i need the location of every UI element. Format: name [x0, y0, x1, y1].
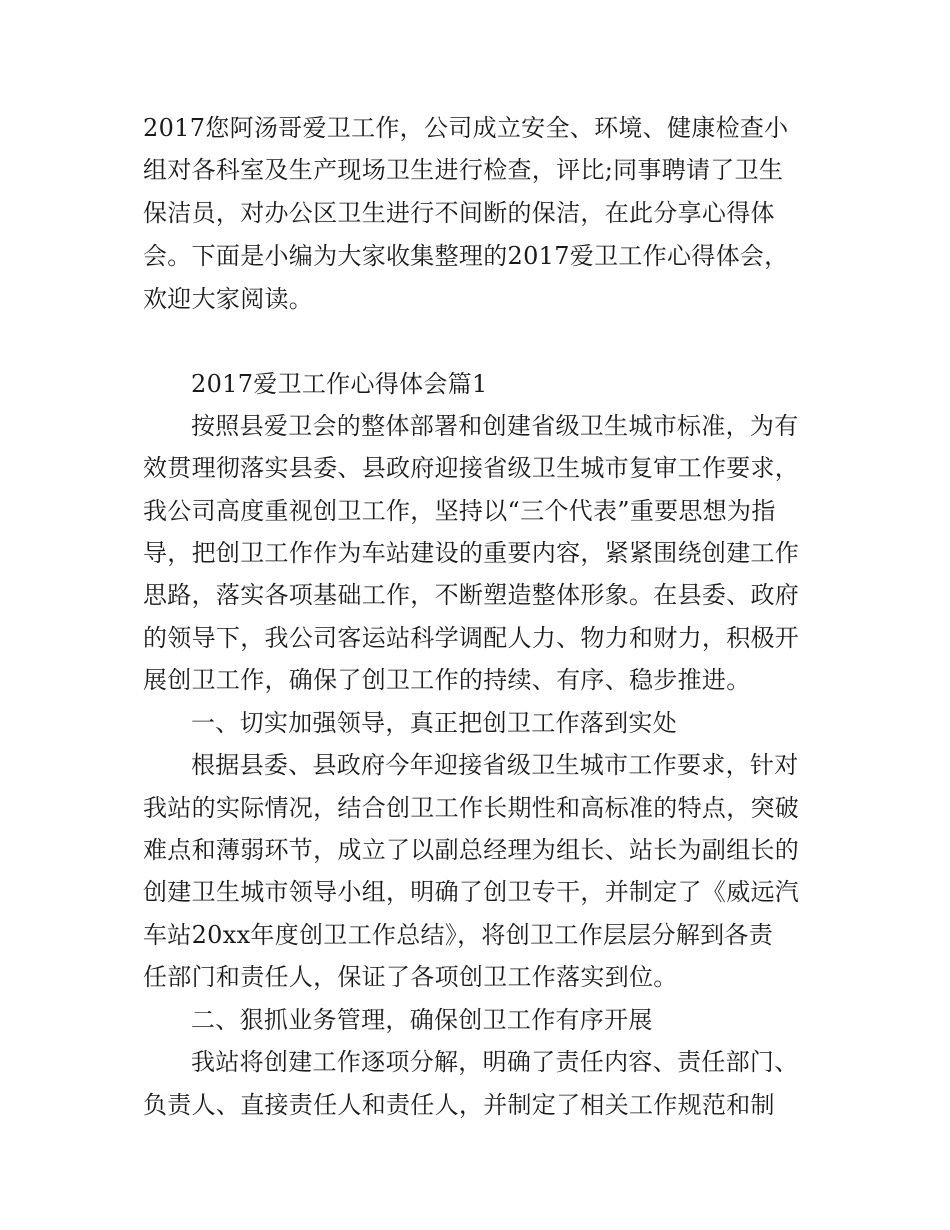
section-heading: 一、切实加强领导，真正把创卫工作落到实处	[191, 709, 677, 737]
paragraph-line: 展创卫工作，确保了创卫工作的持续、有序、稳步推进。	[143, 666, 751, 694]
intro-line: 2017您阿汤哥爱卫工作，公司成立安全、环境、健康检查小	[143, 114, 789, 142]
paragraph-line: 思路，落实各项基础工作，不断塑造整体形象。在县委、政府	[143, 581, 800, 609]
paragraph-line: 车站20xx年度创卫工作总结》，将创卫工作层层分解到各责	[143, 921, 774, 949]
paragraph-line: 难点和薄弱环节，成立了以副总经理为组长、站长为副组长的	[143, 836, 800, 864]
paragraph-line: 效贯理彻落实县委、县政府迎接省级卫生城市复审工作要求，	[143, 454, 800, 482]
intro-line: 组对各科室及生产现场卫生进行检查，评比;同事聘请了卫生	[143, 156, 784, 184]
paragraph-line: 根据县委、县政府今年迎接省级卫生城市工作要求，针对	[191, 751, 799, 779]
paragraph-line: 导，把创卫工作作为车站建设的重要内容，紧紧围绕创建工作	[143, 539, 800, 567]
section-heading: 二、狠抓业务管理，确保创卫工作有序开展	[191, 1006, 653, 1034]
paragraph-line: 负责人、直接责任人和责任人，并制定了相关工作规范和制	[143, 1091, 775, 1119]
intro-line: 保洁员，对办公区卫生进行不间断的保洁，在此分享心得体	[143, 199, 775, 227]
intro-line: 欢迎大家阅读。	[143, 285, 314, 313]
paragraph-line: 任部门和责任人，保证了各项创卫工作落实到位。	[143, 963, 678, 991]
paragraph-line: 的领导下，我公司客运站科学调配人力、物力和财力，积极开	[143, 624, 800, 652]
paragraph-line: 按照县爱卫会的整体部署和创建省级卫生城市标准，为有	[191, 412, 799, 440]
paragraph-line: 创建卫生城市领导小组，明确了创卫专干，并制定了《威远汽	[143, 878, 800, 906]
paragraph-line: 我公司高度重视创卫工作，坚持以“三个代表”重要思想为指	[143, 497, 776, 525]
intro-line: 会。下面是小编为大家收集整理的2017爱卫工作心得体会，	[143, 242, 789, 270]
paragraph-line: 我站的实际情况，结合创卫工作长期性和高标准的特点，突破	[143, 794, 800, 822]
article-title: 2017爱卫工作心得体会篇1	[191, 370, 488, 398]
paragraph-line: 我站将创建工作逐项分解，明确了责任内容、责任部门、	[191, 1048, 799, 1076]
